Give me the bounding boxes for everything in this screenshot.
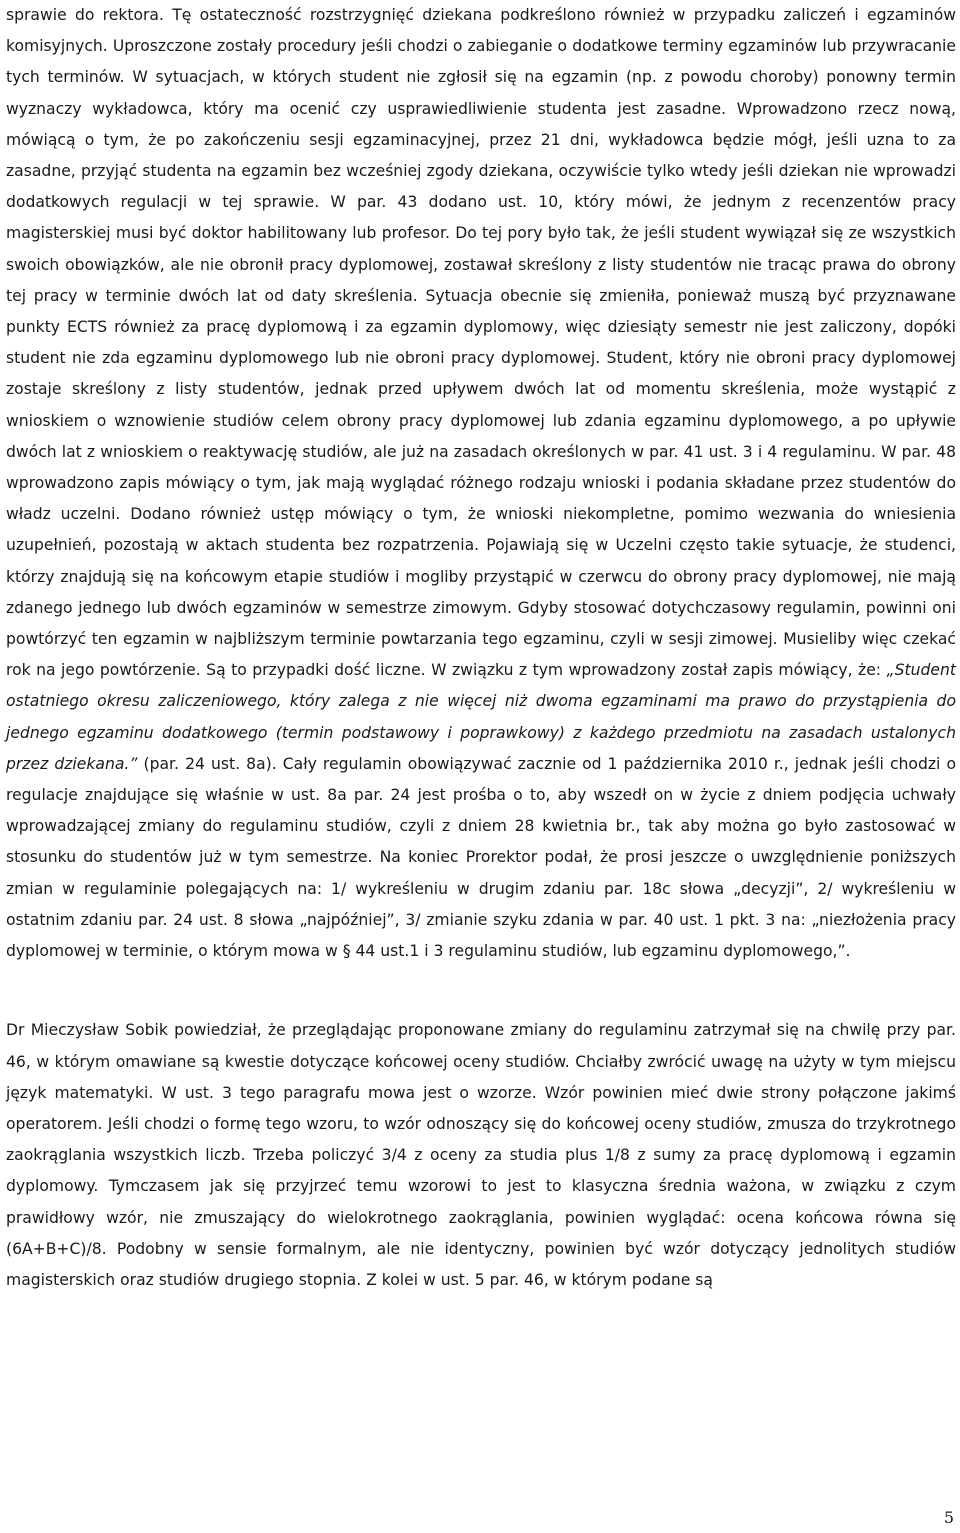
quoted-regulation: „Student ostatniego okresu zaliczeniowego, który zalega z nie więcej niż dwoma egzaminami ma prawo do przystąpienia do jednego egzaminu dodatkowego (termin podstawowy i poprawkowy) z każdego przedmiotu na zasadach ustalonych przez dziekana.” bbox=[6, 661, 956, 773]
page-number: 5 bbox=[943, 1508, 954, 1527]
document-body bbox=[6, 0, 956, 1296]
paragraph-text-continued: (par. 24 ust. 8a). Cały regulamin obowiązywać zacznie od 1 października 2010 r., jednak jeśli chodzi o regulacje znajdujące się właśnie w ust. 8a par. 24 jest prośba o to, aby wszedł on w życie z dniem podjęcia uchwały wprowadzającej zmiany do regulaminu studiów, czyli z dniem 28 kwietnia br., tak aby można go było zastosować w stosunku do studentów już w tym semestrze. Na koniec Prorektor podał, że prosi jeszcze o uwzględnienie poniższych zmian w regulaminie polegających na: 1/ wykreśleniu w drugim zdaniu par. 18c słowa „decyzji”, 2/ wykreśleniu w ostatnim zdaniu par. 24 ust. 8 słowa „najpóźniej”, 3/ zmianie szyku zdania w par. 40 ust. 1 pkt. 3 na: „niezłożenia pracy dyplomowej w terminie, o którym mowa w § 44 ust.1 i 3 regulaminu studiów, lub egzaminu dyplomowego,”. bbox=[6, 754, 956, 961]
paragraph-text: sprawie do rektora. Tę ostateczność rozstrzygnięć dziekana podkreślono również w przypadku zaliczeń i egzaminów komisyjnych. Uproszczone zostały procedury jeśli chodzi o zabieganie o dodatkowe terminy egzaminów lub przywracanie tych terminów. W sytuacjach, w których student nie zgłosił się na egzamin (np. z powodu choroby) ponowny termin wyznaczy wykładowca, który ma ocenić czy usprawiedliwienie studenta jest zasadne. Wprowadzono rzecz nową, mówiącą o tym, że po zakończeniu sesji egzaminacyjnej, przez 21 dni, wykładowca będzie mógł, jeśli uzna to za zasadne, przyjąć studenta na egzamin bez wcześniej zgody dziekana, oczywiście tylko wtedy jeśli dziekan nie wprowadzi dodatkowych regulacji w tej sprawie. W par. 43 dodano ust. 10, który mówi, że jednym z recenzentów pracy magisterskiej musi być doktor habilitowany lub profesor. Do tej pory było tak, że jeśli student wywiązał się ze wszystkich swoich obowiązków, ale nie obronił pracy dyplomowej, zostawał skreślony z listy studentów nie tracąc prawa do obrony tej pracy w terminie dwóch lat od daty skreślenia. Sytuacja obecnie się zmieniła, ponieważ muszą być przyznawane punkty ECTS również za pracę dyplomową i za egzamin dyplomowy, więc dziesiąty semestr nie jest zaliczony, dopóki student nie zda egzaminu dyplomowego lub nie obroni pracy dyplomowej. Student, który nie obroni pracy dyplomowej zostaje skreślony z listy studentów, jednak przed upływem dwóch lat od momentu skreślenia, może wystąpić z wnioskiem o wznowienie studiów celem obrony pracy dyplomowej lub zdania egzaminu dyplomowego, a po upływie dwóch lat z wnioskiem o reaktywację studiów, ale już na zasadach określonych w par. 41 ust. 3 i 4 regulaminu. W par. 48 wprowadzono zapis mówiący o tym, jak mają wyglądać różnego rodzaju wnioski i podania składane przez studentów do władz uczelni. Dodano również ustęp mówiący o tym, że wnioski niekompletne, pomimo wezwania do wniesienia uzupełnień, pozostają w aktach studenta bez rozpatrzenia. Pojawiają się w Uczelni często takie sytuacje, że studenci, którzy znajdują się na końcowym etapie studiów i mogliby przystąpić w czerwcu do obrony pracy dyplomowej, nie mają zdanego jednego lub dwóch egzaminów w semestrze zimowym. Gdyby stosować dotychczasowy regulamin, powinni oni powtórzyć ten egzamin w najbliższym terminie powtarzania tego egzaminu, czyli w sesji zimowej. Musieliby więc czekać rok na jego powtórzenie. Są to przypadki dość liczne. W związku z tym wprowadzony został zapis mówiący, że: bbox=[6, 6, 956, 680]
paragraph-spacer bbox=[6, 967, 956, 1015]
paragraph-sobik: Dr Mieczysław Sobik powiedział, że przeglądając proponowane zmiany do regulaminu zatrzymał się na chwilę przy par. 46, w którym omawiane są kwestie dotyczące końcowej oceny studiów. Chciałby zwrócić uwagę na użyty w tym miejscu język matematyki. W ust. 3 tego paragrafu mowa jest o wzorze. Wzór powinien mieć dwie strony połączone jakimś operatorem. Jeśli chodzi o formę tego wzoru, to wzór odnoszący się do końcowej oceny studiów, zmusza do trzykrotnego zaokrąglania wszystkich liczb. Trzeba policzyć 3/4 z oceny za studia plus 1/8 z sumy za pracę dyplomową i egzamin dyplomowy. Tymczasem jak się przyjrzeć temu wzorowi to jest to klasyczna średnia ważona, w związku z czym prawidłowy wzór, nie zmuszający do wielokrotnego zaokrąglania, powinien wyglądać: ocena końcowa równa się (6A+B+C)/8. Podobny w sensie formalnym, ale nie identyczny, powinien być wzór dotyczący jednolitych studiów magisterskich oraz studiów drugiego stopnia. Z kolei w ust. 5 par. 46, w którym podane są bbox=[6, 1021, 956, 1289]
paragraph-regulations bbox=[6, 0, 956, 967]
